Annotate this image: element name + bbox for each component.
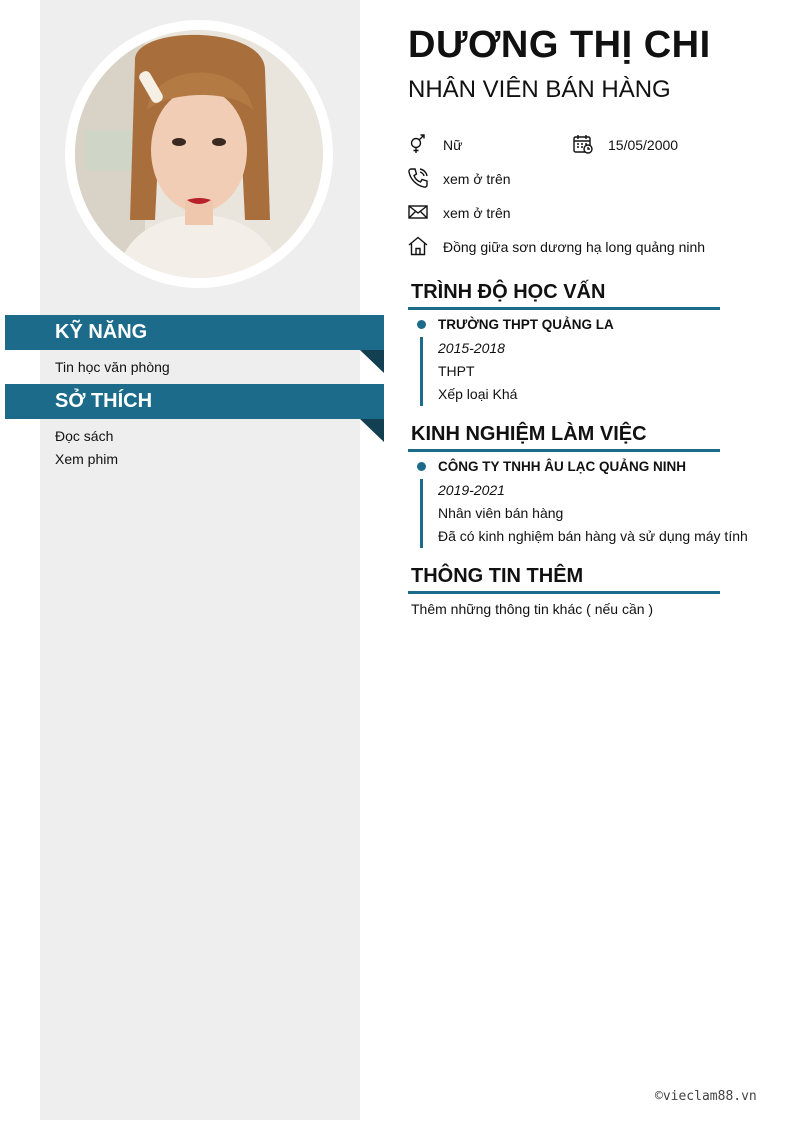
experience-period: 2019-2021 (438, 482, 505, 498)
gender-icon (407, 133, 429, 155)
hobbies-heading: SỞ THÍCH (5, 384, 384, 419)
timeline-line (420, 479, 423, 548)
phone-icon (407, 167, 429, 189)
education-school: TRƯỜNG THPT QUẢNG LA (438, 317, 614, 332)
education-detail: THPT (438, 363, 475, 379)
watermark: ©vieclam88.vn (655, 1089, 757, 1104)
experience-detail: Nhân viên bán hàng (438, 505, 564, 521)
education-heading: TRÌNH ĐỘ HỌC VẤN (411, 281, 606, 303)
email-value: xem ở trên (443, 205, 511, 221)
avatar (75, 30, 323, 278)
candidate-name: DƯƠNG THỊ CHI (408, 24, 711, 66)
skills-band-fold (360, 350, 384, 373)
birthdate-value: 15/05/2000 (608, 137, 679, 153)
home-icon (407, 235, 429, 257)
timeline-line (420, 337, 423, 406)
experience-company: CÔNG TY TNHH ÂU LẠC QUẢNG NINH (438, 459, 686, 474)
address-value: Đồng giữa sơn dương hạ long quảng ninh (443, 239, 706, 255)
hobby-item: Xem phim (55, 451, 119, 467)
avatar-photo (75, 30, 323, 278)
education-rule (408, 307, 720, 310)
hobbies-band-fold (360, 419, 384, 442)
timeline-dot (417, 462, 426, 471)
skill-item: Tin học văn phòng (55, 359, 170, 375)
timeline-dot (417, 320, 426, 329)
skills-heading: KỸ NĂNG (5, 315, 384, 350)
additional-text: Thêm những thông tin khác ( nếu cần ) (411, 601, 654, 617)
phone-value: xem ở trên (443, 171, 511, 187)
education-period: 2015-2018 (438, 340, 505, 356)
additional-rule (408, 591, 720, 594)
hobby-item: Đọc sách (55, 428, 114, 444)
experience-rule (408, 449, 720, 452)
experience-detail: Đã có kinh nghiệm bán hàng và sử dụng máy tính (438, 528, 748, 544)
envelope-icon (407, 201, 429, 223)
gender-value: Nữ (443, 137, 463, 153)
calendar-icon (572, 133, 594, 155)
job-title: NHÂN VIÊN BÁN HÀNG (408, 76, 671, 103)
education-detail: Xếp loại Khá (438, 386, 518, 402)
experience-heading: KINH NGHIỆM LÀM VIỆC (411, 423, 647, 445)
additional-heading: THÔNG TIN THÊM (411, 565, 584, 587)
